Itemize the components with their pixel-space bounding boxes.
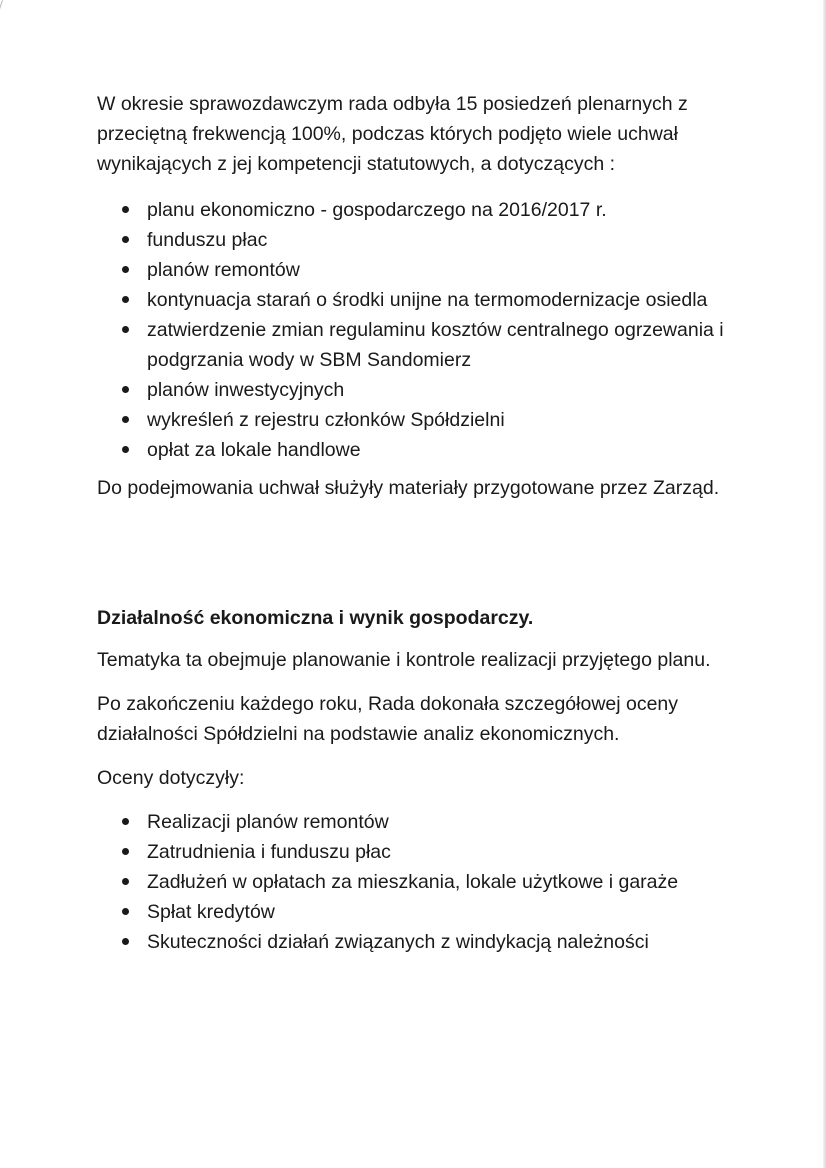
intro-list bbox=[97, 195, 737, 465]
bullet-icon bbox=[122, 416, 129, 423]
closing-paragraph: Do podejmowania uchwał służyły materiały przygotowane przez Zarząd. bbox=[97, 477, 720, 499]
list-item bbox=[97, 285, 737, 315]
section-paragraph: Po zakończeniu każdego roku, Rada dokonała szczegółowej oceny działalności Spółdzielni na podstawie analiz ekonomicznych. bbox=[97, 693, 679, 745]
bullet-icon bbox=[122, 206, 129, 213]
list-item bbox=[97, 375, 737, 405]
list-item-text: Realizacji planów remontów bbox=[147, 811, 389, 833]
scan-corner-mark bbox=[0, 0, 3, 21]
list-item-text: Zadłużeń w opłatach za mieszkania, lokale użytkowe i garaże bbox=[147, 871, 679, 893]
bullet-icon bbox=[122, 386, 129, 393]
list-item bbox=[97, 195, 737, 225]
evaluation-list bbox=[97, 807, 737, 957]
section-paragraph: Tematyka ta obejmuje planowanie i kontrole realizacji przyjętego planu. bbox=[97, 649, 711, 671]
list-item bbox=[97, 405, 737, 435]
list-item bbox=[97, 315, 737, 375]
list-item bbox=[97, 225, 737, 255]
bullet-icon bbox=[122, 326, 129, 333]
bullet-icon bbox=[122, 938, 129, 945]
list-item-text: zatwierdzenie zmian regulaminu kosztów centralnego ogrzewania i podgrzania wody w SBM Sandomierz bbox=[147, 319, 724, 371]
bullet-icon bbox=[122, 266, 129, 273]
intro-paragraph: W okresie sprawozdawczym rada odbyła 15 posiedzeń plenarnych z przeciętną frekwencją 100%, podczas których podjęto wiele uchwał wynikających z jej kompetencji statutowych, a dotyczących : bbox=[97, 93, 688, 175]
bullet-icon bbox=[122, 296, 129, 303]
bullet-icon bbox=[122, 848, 129, 855]
list-item bbox=[97, 807, 737, 837]
section-heading: Działalność ekonomiczna i wynik gospodarczy. bbox=[97, 607, 534, 629]
list-item bbox=[97, 837, 737, 867]
bullet-icon bbox=[122, 236, 129, 243]
list-item-text: planów inwestycyjnych bbox=[147, 379, 345, 401]
list-item bbox=[97, 927, 737, 957]
list-item-text: Skuteczności działań związanych z windykacją należności bbox=[147, 931, 649, 953]
bullet-icon bbox=[122, 446, 129, 453]
list-item-text: planów remontów bbox=[147, 259, 300, 281]
list-item bbox=[97, 867, 737, 897]
bullet-icon bbox=[122, 878, 129, 885]
page-content bbox=[97, 89, 737, 965]
list-item-text: kontynuacja starań o środki unijne na termomodernizacje osiedla bbox=[147, 289, 708, 311]
bullet-icon bbox=[122, 908, 129, 915]
list-item-text: opłat za lokale handlowe bbox=[147, 439, 361, 461]
list-item-text: Spłat kredytów bbox=[147, 901, 275, 923]
section-paragraph: Oceny dotyczyły: bbox=[97, 767, 245, 789]
list-item bbox=[97, 897, 737, 927]
list-item-text: wykreśleń z rejestru członków Spółdzielni bbox=[147, 409, 505, 431]
list-item bbox=[97, 255, 737, 285]
list-item-text: planu ekonomiczno - gospodarczego na 2016/2017 r. bbox=[147, 199, 607, 221]
list-item-text: Zatrudnienia i funduszu płac bbox=[147, 841, 391, 863]
list-item-text: funduszu płac bbox=[147, 229, 268, 251]
list-item bbox=[97, 435, 737, 465]
bullet-icon bbox=[122, 818, 129, 825]
